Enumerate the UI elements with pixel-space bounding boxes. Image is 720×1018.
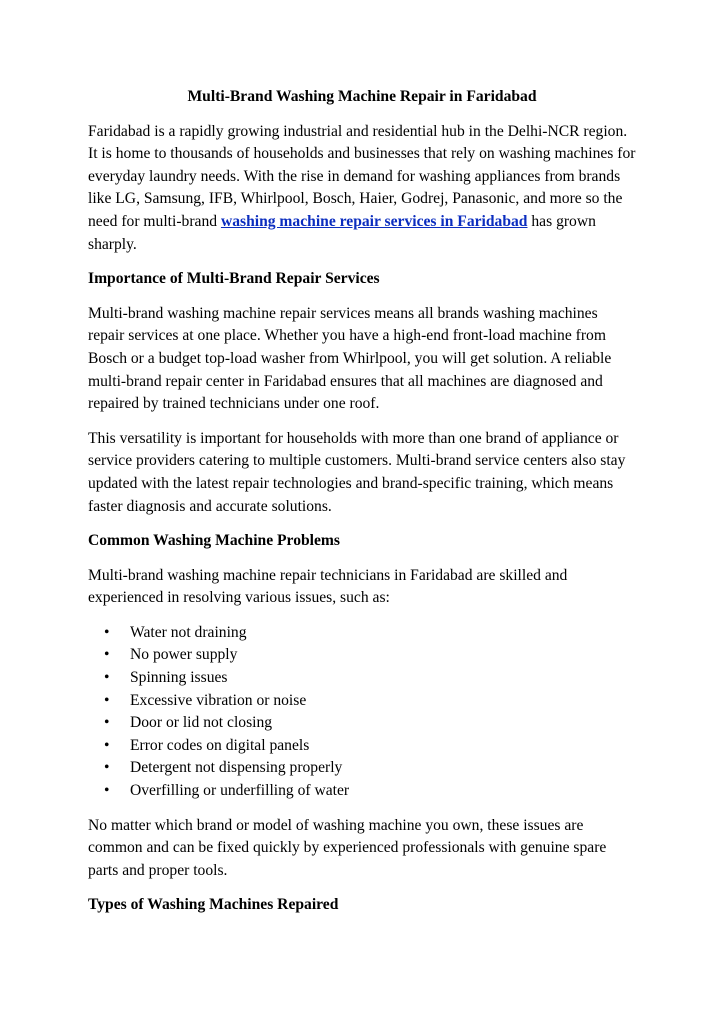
bullet-icon: • <box>104 646 110 664</box>
bullet-icon: • <box>104 736 110 754</box>
list-item <box>88 667 636 690</box>
intro-text-after-link: has grown sharply. <box>88 212 596 253</box>
bullet-icon: • <box>104 714 110 732</box>
washing-machine-repair-link[interactable]: washing machine repair services in Faridabad <box>220 212 528 230</box>
list-item <box>88 622 636 645</box>
problems-outro-paragraph: No matter which brand or model of washing machine you own, these issues are common and can be fixed quickly by experienced professionals with genuine spare parts and proper tools. <box>88 816 607 879</box>
list-item-text: Water not draining <box>130 623 247 641</box>
list-item <box>88 712 636 735</box>
list-item <box>88 690 636 713</box>
problems-intro-paragraph: Multi-brand washing machine repair technicians in Faridabad are skilled and experienced in resolving various issues, such as: <box>88 566 568 607</box>
problems-list <box>88 622 636 803</box>
list-item-text: Error codes on digital panels <box>130 736 310 754</box>
section-heading-types: Types of Washing Machines Repaired <box>88 896 339 914</box>
bullet-icon: • <box>104 669 110 687</box>
list-item <box>88 757 636 780</box>
intro-text-before-link: Faridabad is a rapidly growing industrial and residential hub in the Delhi-NCR region. It is home to thousands of households and businesses that rely on washing machines for everyday laundry needs. With the rise in demand for washing appliances from brands like LG, Samsung, IFB, Whirlpool, Bosch, Haier, Godrej, Panasonic, and more so the need for multi-brand <box>88 122 636 230</box>
list-item <box>88 780 636 803</box>
list-item-text: Spinning issues <box>130 669 228 687</box>
bullet-icon: • <box>104 782 110 800</box>
bullet-icon: • <box>104 691 110 709</box>
bullet-icon: • <box>104 623 110 641</box>
intro-paragraph <box>88 121 636 257</box>
section-heading-importance: Importance of Multi-Brand Repair Services <box>88 270 380 288</box>
list-item <box>88 735 636 758</box>
list-item-text: No power supply <box>130 646 238 664</box>
importance-paragraph-1: Multi-brand washing machine repair services means all brands washing machines repair services at one place. Whether you have a high-end front-load machine from Bosch or a budget top-load washer from Whirlpool, you will get solution. A reliable multi-brand repair center in Faridabad ensures that all machines are diagnosed and repaired by trained technicians under one roof. <box>88 304 612 413</box>
section-heading-problems: Common Washing Machine Problems <box>88 532 340 550</box>
list-item <box>88 644 636 667</box>
document-page <box>88 86 636 929</box>
list-item-text: Overfilling or underfilling of water <box>130 782 350 800</box>
document-title: Multi-Brand Washing Machine Repair in Faridabad <box>187 88 537 105</box>
bullet-icon: • <box>104 759 110 777</box>
list-item-text: Door or lid not closing <box>130 714 273 732</box>
importance-paragraph-2: This versatility is important for households with more than one brand of appliance or service providers catering to multiple customers. Multi-brand service centers also stay updated with the latest repair technologies and brand-specific training, which means faster diagnosis and accurate solutions. <box>88 429 626 515</box>
list-item-text: Detergent not dispensing properly <box>130 759 343 777</box>
list-item-text: Excessive vibration or noise <box>130 691 307 709</box>
